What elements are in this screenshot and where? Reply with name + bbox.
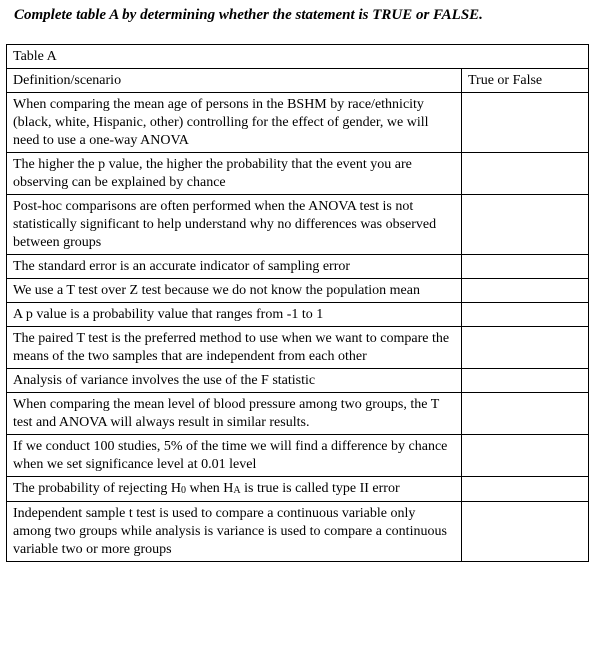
answer-cell[interactable] xyxy=(462,153,589,195)
statement-cell: Independent sample t test is used to compare a continuous variable only among two groups while analysis is variance is used to compare a continuous variable two or more groups xyxy=(7,502,462,562)
instruction-heading: Complete table A by determining whether the statement is TRUE or FALSE. xyxy=(14,7,483,23)
table-a xyxy=(6,44,589,562)
statement-cell: Analysis of variance involves the use of the F statistic xyxy=(7,369,462,393)
statement-text: The probability of rejecting H xyxy=(13,481,181,496)
table-row xyxy=(7,195,589,255)
answer-cell[interactable] xyxy=(462,502,589,562)
header-true-or-false: True or False xyxy=(462,69,589,93)
table-row xyxy=(7,369,589,393)
answer-cell[interactable] xyxy=(462,303,589,327)
header-definition: Definition/scenario xyxy=(7,69,462,93)
table-row xyxy=(7,303,589,327)
statement-cell: The standard error is an accurate indicator of sampling error xyxy=(7,255,462,279)
answer-cell[interactable] xyxy=(462,369,589,393)
statement-cell: A p value is a probability value that ranges from -1 to 1 xyxy=(7,303,462,327)
statement-cell: The paired T test is the preferred method to use when we want to compare the means of the two samples that are independent from each other xyxy=(7,327,462,369)
table-row xyxy=(7,435,589,477)
table-row xyxy=(7,255,589,279)
answer-cell[interactable] xyxy=(462,93,589,153)
table-row xyxy=(7,327,589,369)
table-row xyxy=(7,153,589,195)
answer-cell[interactable] xyxy=(462,279,589,303)
table-row xyxy=(7,477,589,502)
answer-cell[interactable] xyxy=(462,327,589,369)
subscript-a: A xyxy=(233,485,241,496)
answer-cell[interactable] xyxy=(462,393,589,435)
table-header-row xyxy=(7,69,589,93)
statement-cell xyxy=(7,477,462,502)
table-title-row xyxy=(7,45,589,69)
statement-cell: If we conduct 100 studies, 5% of the time we will find a difference by chance when we set significance level at 0.01 level xyxy=(7,435,462,477)
table-row xyxy=(7,93,589,153)
table-row xyxy=(7,502,589,562)
table-row xyxy=(7,393,589,435)
table-row xyxy=(7,279,589,303)
subscript-zero: 0 xyxy=(180,485,186,496)
statement-cell: The higher the p value, the higher the probability that the event you are observing can be explained by chance xyxy=(7,153,462,195)
statement-cell: When comparing the mean age of persons in the BSHM by race/ethnicity (black, white, Hispanic, other) controlling for the effect of gender, we will need to use a one-way ANOVA xyxy=(7,93,462,153)
answer-cell[interactable] xyxy=(462,255,589,279)
statement-cell: We use a T test over Z test because we do not know the population mean xyxy=(7,279,462,303)
statement-text: is true is called type II error xyxy=(240,481,400,496)
table-title: Table A xyxy=(7,45,589,69)
answer-cell[interactable] xyxy=(462,195,589,255)
statement-cell: When comparing the mean level of blood pressure among two groups, the T test and ANOVA will always result in similar results. xyxy=(7,393,462,435)
statement-cell: Post-hoc comparisons are often performed when the ANOVA test is not statistically significant to help understand why no differences was observed between groups xyxy=(7,195,462,255)
answer-cell[interactable] xyxy=(462,435,589,477)
answer-cell[interactable] xyxy=(462,477,589,502)
statement-text: when H xyxy=(185,481,234,496)
